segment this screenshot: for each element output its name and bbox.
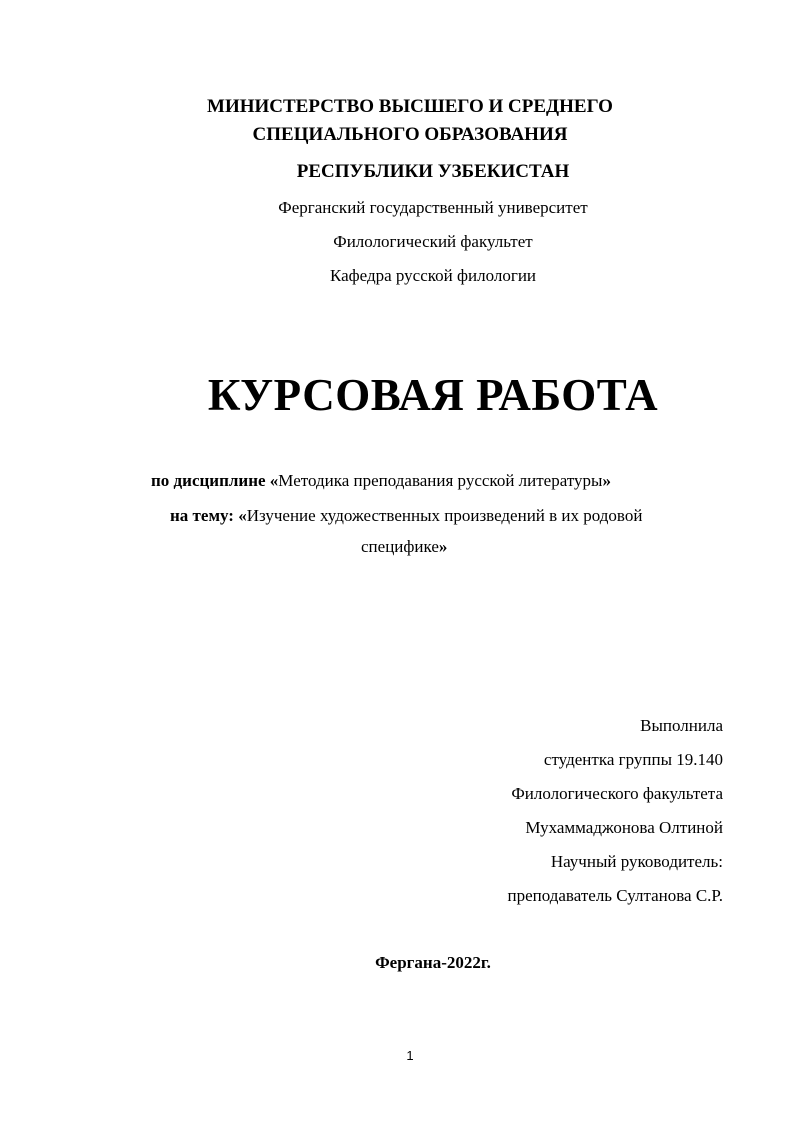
author-block (507, 713, 723, 917)
student-group: студентка группы 19.140 (543, 750, 723, 769)
discipline-label: по дисциплине « (151, 471, 279, 490)
document-title: КУРСОВАЯ РАБОТА (207, 370, 659, 420)
topic-close-quote: » (438, 537, 448, 556)
performed-label: Выполнила (640, 716, 723, 735)
topic-label: на тему: « (170, 506, 247, 525)
supervisor-label: Научный руководитель: (550, 852, 723, 871)
student-name: Мухаммаджонова Олтиной (525, 818, 723, 837)
discipline-line (151, 471, 611, 491)
university-name: Ферганский государственный университет (278, 198, 588, 217)
faculty-name: Филологический факультет (333, 232, 533, 251)
city-year: Фергана-2022г. (375, 953, 491, 972)
discipline-value: Методика преподавания русской литературы (278, 471, 603, 490)
topic-line-2 (361, 537, 447, 557)
student-faculty: Филологического факультета (511, 784, 723, 803)
ministry-line-3: РЕСПУБЛИКИ УЗБЕКИСТАН (296, 161, 570, 182)
topic-value-1: Изучение художественных произведений в их родовой (246, 506, 643, 525)
topic-value-2: специфике (361, 537, 439, 556)
ministry-line-2: СПЕЦИАЛЬНОГО ОБРАЗОВАНИЯ (252, 124, 568, 145)
topic-line-1 (170, 506, 642, 526)
ministry-line-1: МИНИСТЕРСТВО ВЫСШЕГО И СРЕДНЕГО (207, 96, 613, 117)
discipline-close-quote: » (602, 471, 611, 490)
supervisor-name: преподаватель Султанова С.Р. (507, 886, 723, 905)
department-name: Кафедра русской филологии (329, 266, 537, 285)
page-number: 1 (406, 1048, 414, 1063)
